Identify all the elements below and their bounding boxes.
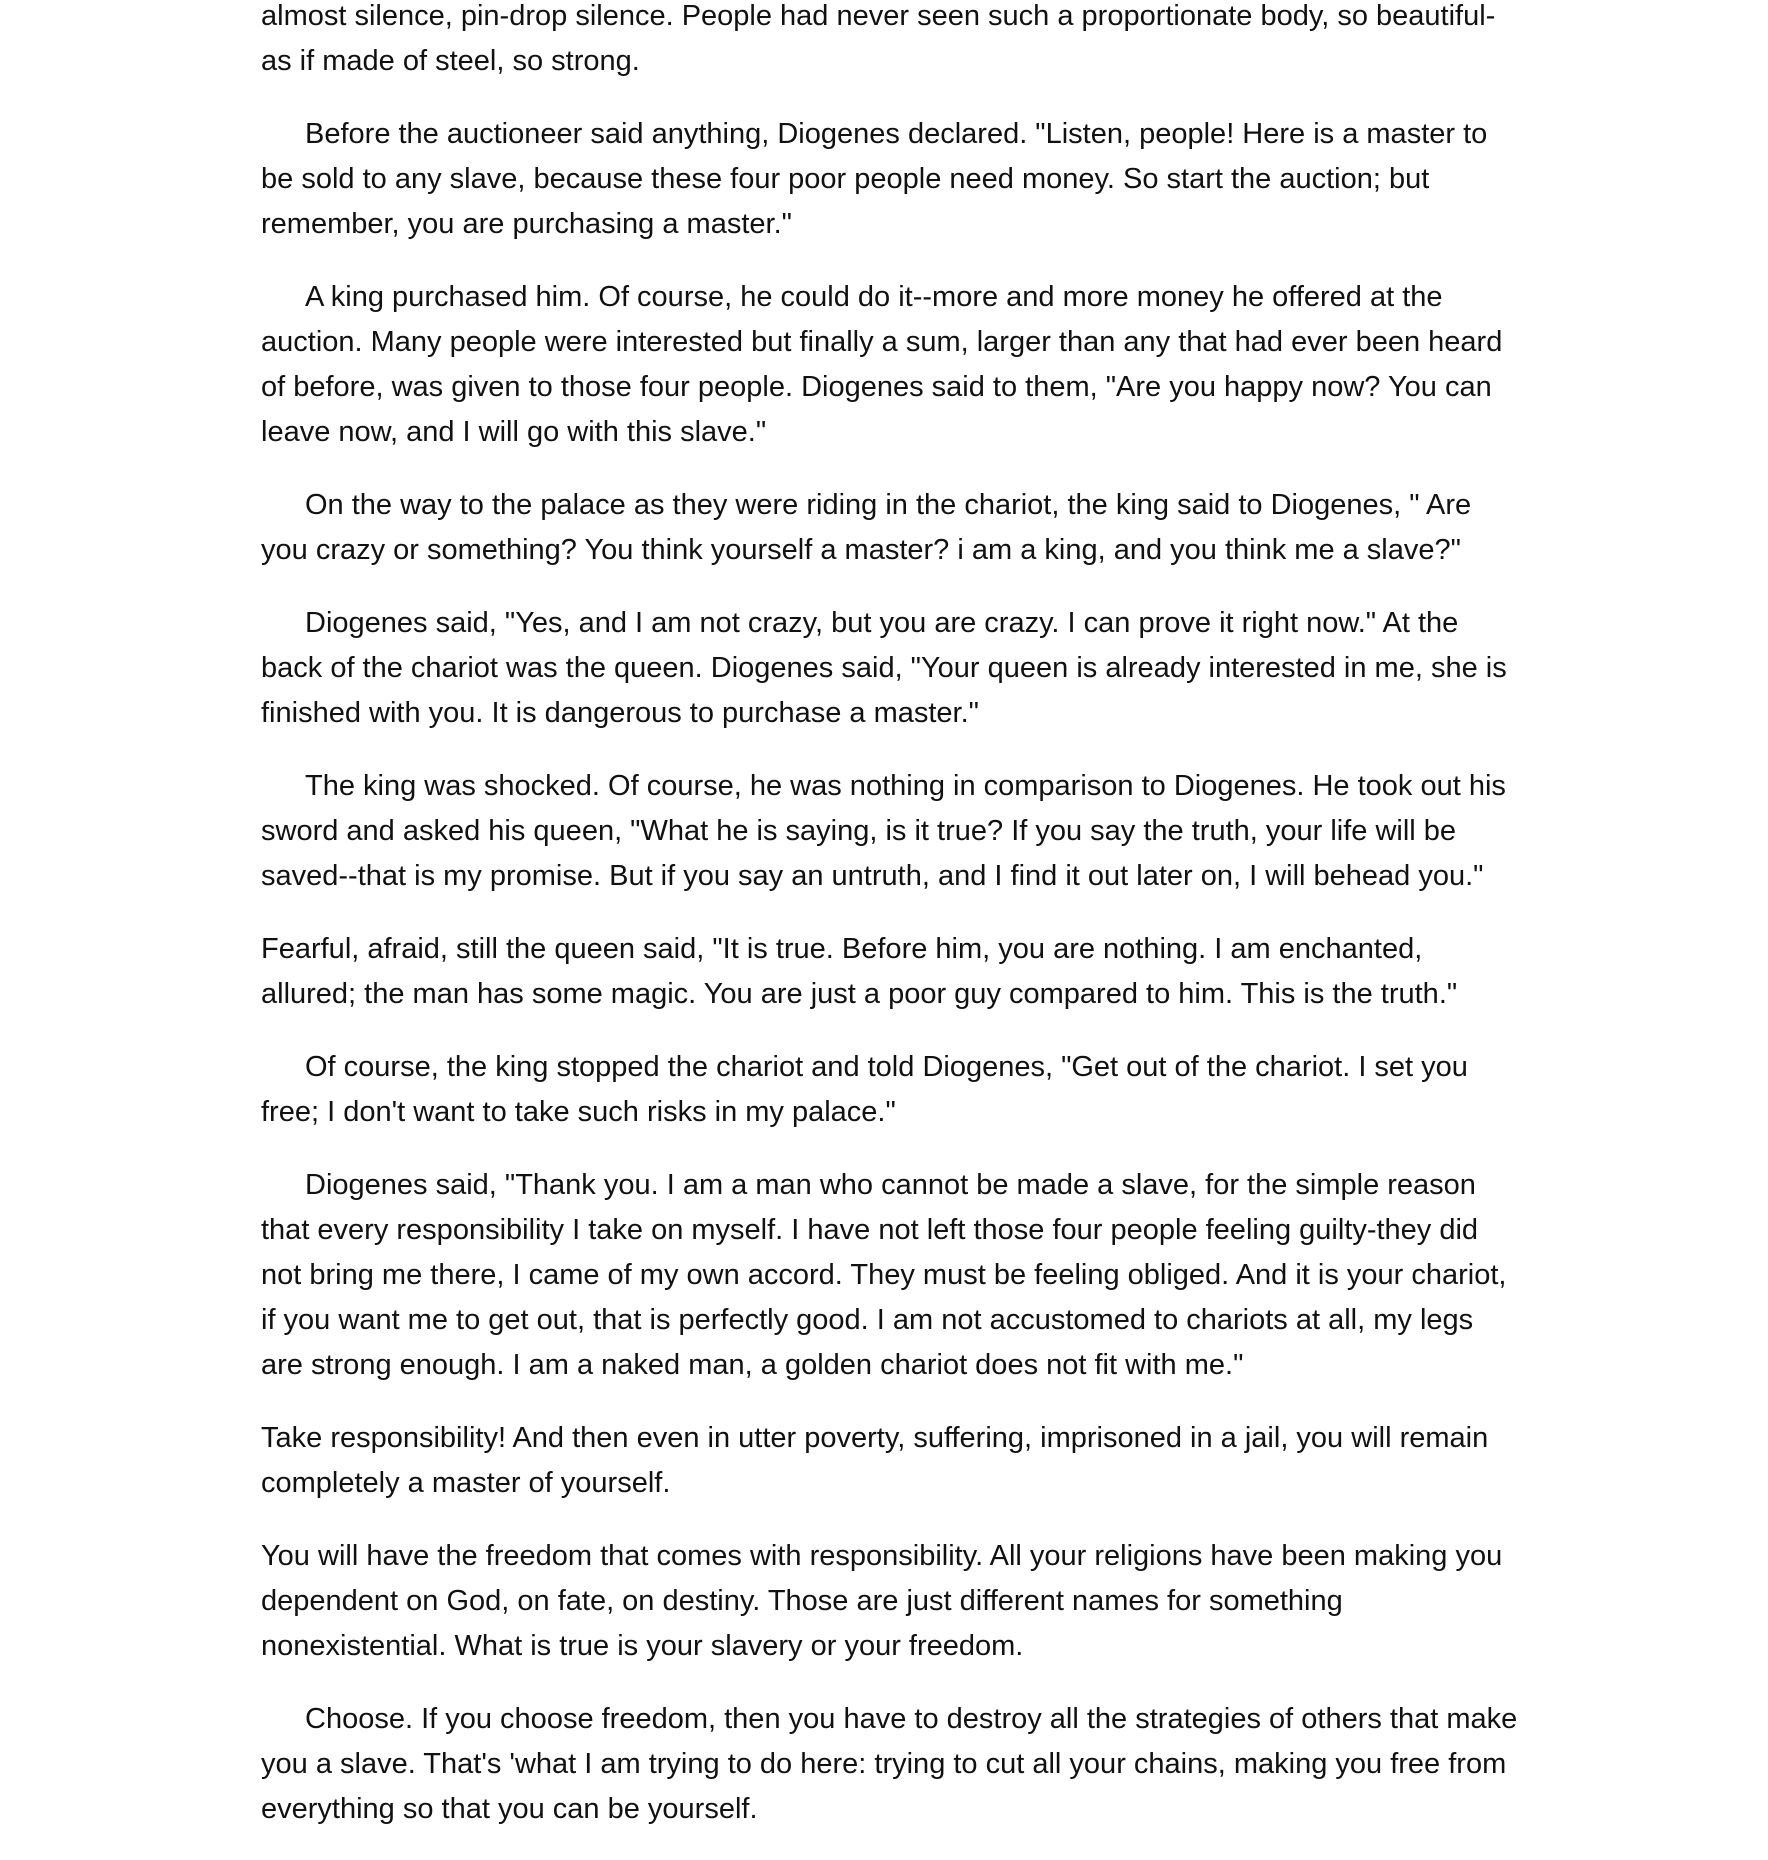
paragraph-7: Fearful, afraid, still the queen said, "It is true. Before him, you are nothing. I am enchanted, allured; the man has some magic. You are just a poor guy compared to him. This is the truth." [261,933,1458,1010]
paragraph-3: A king purchased him. Of course, he could do it--more and more money he offered at the auction. Many people were interested but finally a sum, larger than any that had ever been heard of before, was given to those four people. Diogenes said to them, "Are you happy now? You can leave now, and I will go with this slave." [261,281,1503,448]
paragraph-8: Of course, the king stopped the chariot and told Diogenes, "Get out of the chariot. I set you free; I don't want to take such risks in my palace." [261,1051,1468,1128]
paragraph-6: The king was shocked. Of course, he was nothing in comparison to Diogenes. He took out his sword and asked his queen, "What he is saying, is it true? If you say the truth, your life will be saved--that is my promise. But if you say an untruth, and I find it out later on, I will behead you." [261,770,1506,892]
paragraph-5: Diogenes said, "Yes, and I am not crazy, but you are crazy. I can prove it right now." At the back of the chariot was the queen. Diogenes said, "Your queen is already interested in me, she is finished with you. It is dangerous to purchase a master." [261,607,1507,729]
paragraph-4: On the way to the palace as they were riding in the chariot, the king said to Diogenes, " Are you crazy or something? You think yourself a master? i am a king, and you think me a slave?" [261,489,1472,566]
paragraph-11: You will have the freedom that comes with responsibility. All your religions have been making you dependent on God, on fate, on destiny. Those are just different names for something nonexistential. What is true is your slavery or your freedom. [261,1540,1503,1662]
paragraph-12: Choose. If you choose freedom, then you have to destroy all the strategies of others that make you a slave. That's 'what I am trying to do here: trying to cut all your chains, making you free from everything so that you can be yourself. [261,1703,1518,1825]
paragraph-10: Take responsibility! And then even in utter poverty, suffering, imprisoned in a jail, you will remain completely a master of yourself. [261,1422,1489,1499]
paragraph-2: Before the auctioneer said anything, Diogenes declared. "Listen, people! Here is a master to be sold to any slave, because these four poor people need money. So start the auction; but remember, you are purchasing a master." [261,118,1488,240]
paragraph-1: almost silence, pin-drop silence. People had never seen such a proportionate body, so beautiful- as if made of steel, so strong. [261,0,1496,77]
paragraph-9: Diogenes said, "Thank you. I am a man who cannot be made a slave, for the simple reason that every responsibility I take on myself. I have not left those four people feeling guilty-they did not bring me there, I came of my own accord. They must be feeling obliged. And it is your chariot, if you want me to get out, that is perfectly good. I am not accustomed to chariots at all, my legs are strong enough. I am a naked man, a golden chariot does not fit with me." [261,1169,1507,1381]
document-page [261,0,1521,1860]
